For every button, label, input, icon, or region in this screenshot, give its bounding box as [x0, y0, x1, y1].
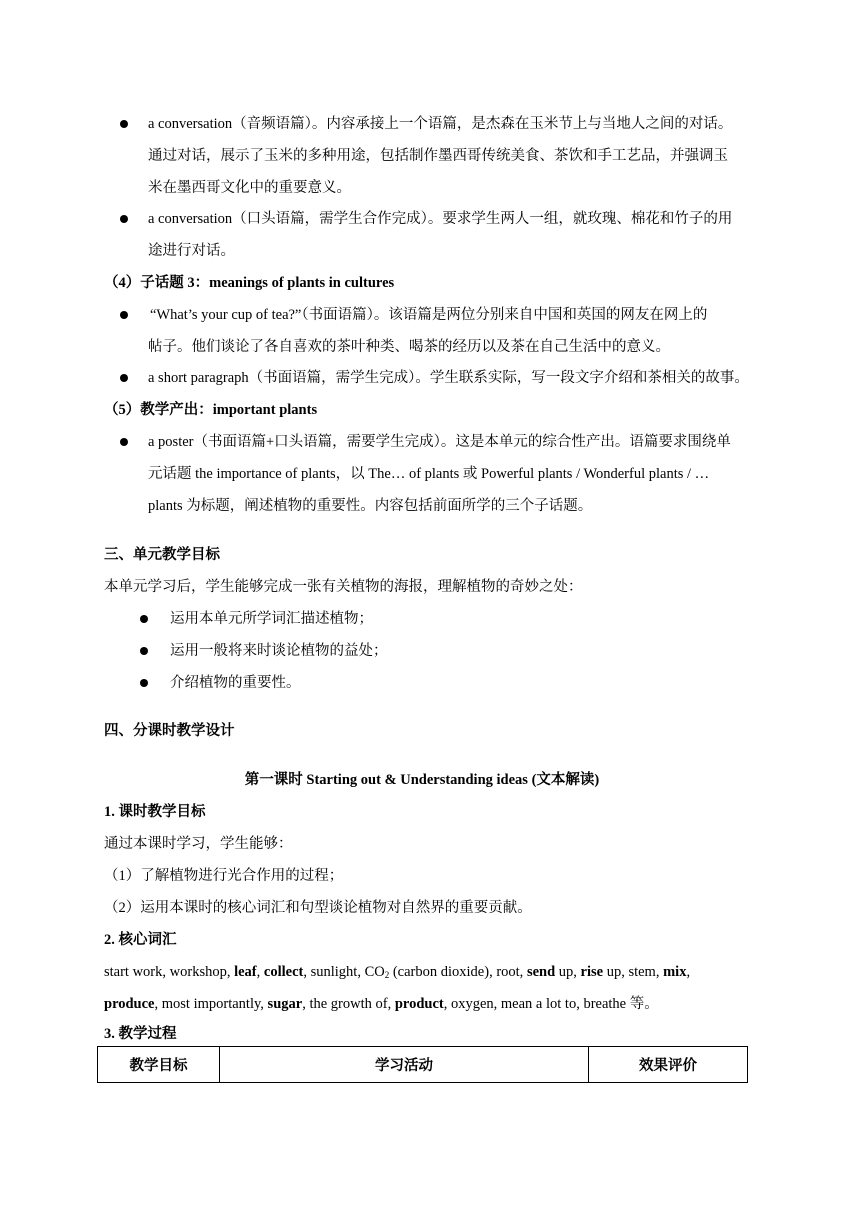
- subsection-heading: 3. 教学过程: [104, 1026, 177, 1042]
- section-intro: 本单元学习后，学生能够完成一张有关植物的海报，理解植物的奇妙之处：: [104, 579, 583, 595]
- vocab-text: , sunlight, CO: [303, 964, 385, 980]
- vocab-subscript: 2: [384, 970, 390, 980]
- bullet-text: “What’s your cup of tea?”（书面语篇）。该语篇是两位分别来自中国和英国的网友在网上的: [150, 307, 708, 323]
- subsection-heading: 1. 课时教学目标: [104, 804, 206, 820]
- vocab-text: up, stem,: [603, 964, 664, 980]
- subsection-heading: 2. 核心词汇: [104, 932, 177, 948]
- vocab-text: (carbon dioxide), root,: [389, 964, 527, 980]
- bullet: [120, 120, 128, 128]
- bullet-text: 米在墨西哥文化中的重要意义。: [148, 180, 351, 196]
- vocab-text: , most importantly,: [154, 996, 268, 1012]
- vocab-text: up,: [555, 964, 581, 980]
- vocab-key-word: collect: [263, 964, 304, 980]
- bullet-text: 帖子。他们谈论了各自喜欢的茶叶种类、喝茶的经历以及茶在自己生活中的意义。: [148, 339, 670, 355]
- bullet-text: 途进行对话。: [148, 243, 235, 259]
- bullet-text: a conversation（口头语篇，需学生合作完成）。要求学生两人一组，就玫瑰、棉花和竹子的用: [148, 211, 733, 227]
- vocab-text: ,: [256, 964, 264, 980]
- vocab-key-word: send: [526, 964, 556, 980]
- table-header-cell: 学习活动: [220, 1047, 589, 1083]
- vocab-text: , the growth of,: [302, 996, 395, 1012]
- vocab-key-word: leaf: [234, 964, 257, 980]
- vocab-text: start work, workshop,: [104, 964, 235, 980]
- vocabulary-line: [104, 962, 690, 982]
- goal-item: 运用本单元所学词汇描述植物；: [170, 611, 373, 627]
- bullet-text: 通过对话，展示了玉米的多种用途，包括制作墨西哥传统美食、茶饮和手工艺品，并强调玉: [148, 148, 728, 164]
- bullet-text: a conversation（音频语篇）。内容承接上一个语篇，是杰森在玉米节上与当地人之间的对话。: [148, 116, 733, 132]
- section-heading: 四、分课时教学设计: [104, 723, 235, 739]
- bullet: [120, 438, 128, 446]
- objectives-intro: 通过本课时学习，学生能够：: [104, 836, 293, 852]
- vocab-text: ,: [686, 964, 691, 980]
- bullet: [140, 615, 148, 623]
- table-header-row: [98, 1047, 748, 1083]
- bullet: [140, 647, 148, 655]
- goal-item: 运用一般将来时谈论植物的益处；: [170, 643, 388, 659]
- bullet-text: a poster（书面语篇+口头语篇，需要学生完成）。这是本单元的综合性产出。语篇要求围绕单: [148, 434, 731, 450]
- bullet-text: 元话题 the importance of plants，以 The… of plants 或 Powerful plants / Wonderful plants / …: [148, 466, 710, 482]
- subtopic-heading: （4）子话题 3：meanings of plants in cultures: [104, 275, 395, 291]
- vocabulary-line: [104, 994, 659, 1014]
- vocab-key-word: mix: [663, 964, 687, 980]
- process-table: [97, 1046, 748, 1083]
- objective-item: （2）运用本课时的核心词汇和句型谈论植物对自然界的重要贡献。: [104, 900, 532, 916]
- section-heading: 三、单元教学目标: [104, 547, 220, 563]
- table-header-cell: 效果评价: [589, 1047, 748, 1083]
- bullet-text: a short paragraph（书面语篇，需学生完成）。学生联系实际，写一段文字介绍和茶相关的故事。: [148, 370, 749, 386]
- vocab-text: , oxygen, mean a lot to, breathe 等。: [443, 996, 659, 1012]
- objective-item: （1）了解植物进行光合作用的过程；: [104, 868, 344, 884]
- output-heading: （5）教学产出：important plants: [104, 402, 318, 418]
- vocab-key-word: sugar: [267, 996, 303, 1012]
- bullet: [120, 374, 128, 382]
- vocab-key-word: product: [394, 996, 444, 1012]
- vocab-key-word: produce: [104, 996, 155, 1012]
- goal-item: 介绍植物的重要性。: [170, 675, 301, 691]
- bullet: [140, 679, 148, 687]
- bullet-text: plants 为标题，阐述植物的重要性。内容包括前面所学的三个子话题。: [148, 498, 593, 514]
- bullet: [120, 215, 128, 223]
- lesson-title: 第一课时 Starting out & Understanding ideas (文本解读): [244, 772, 600, 788]
- bullet: [120, 311, 128, 319]
- table-header-cell: 教学目标: [98, 1047, 220, 1083]
- vocab-key-word: rise: [580, 964, 604, 980]
